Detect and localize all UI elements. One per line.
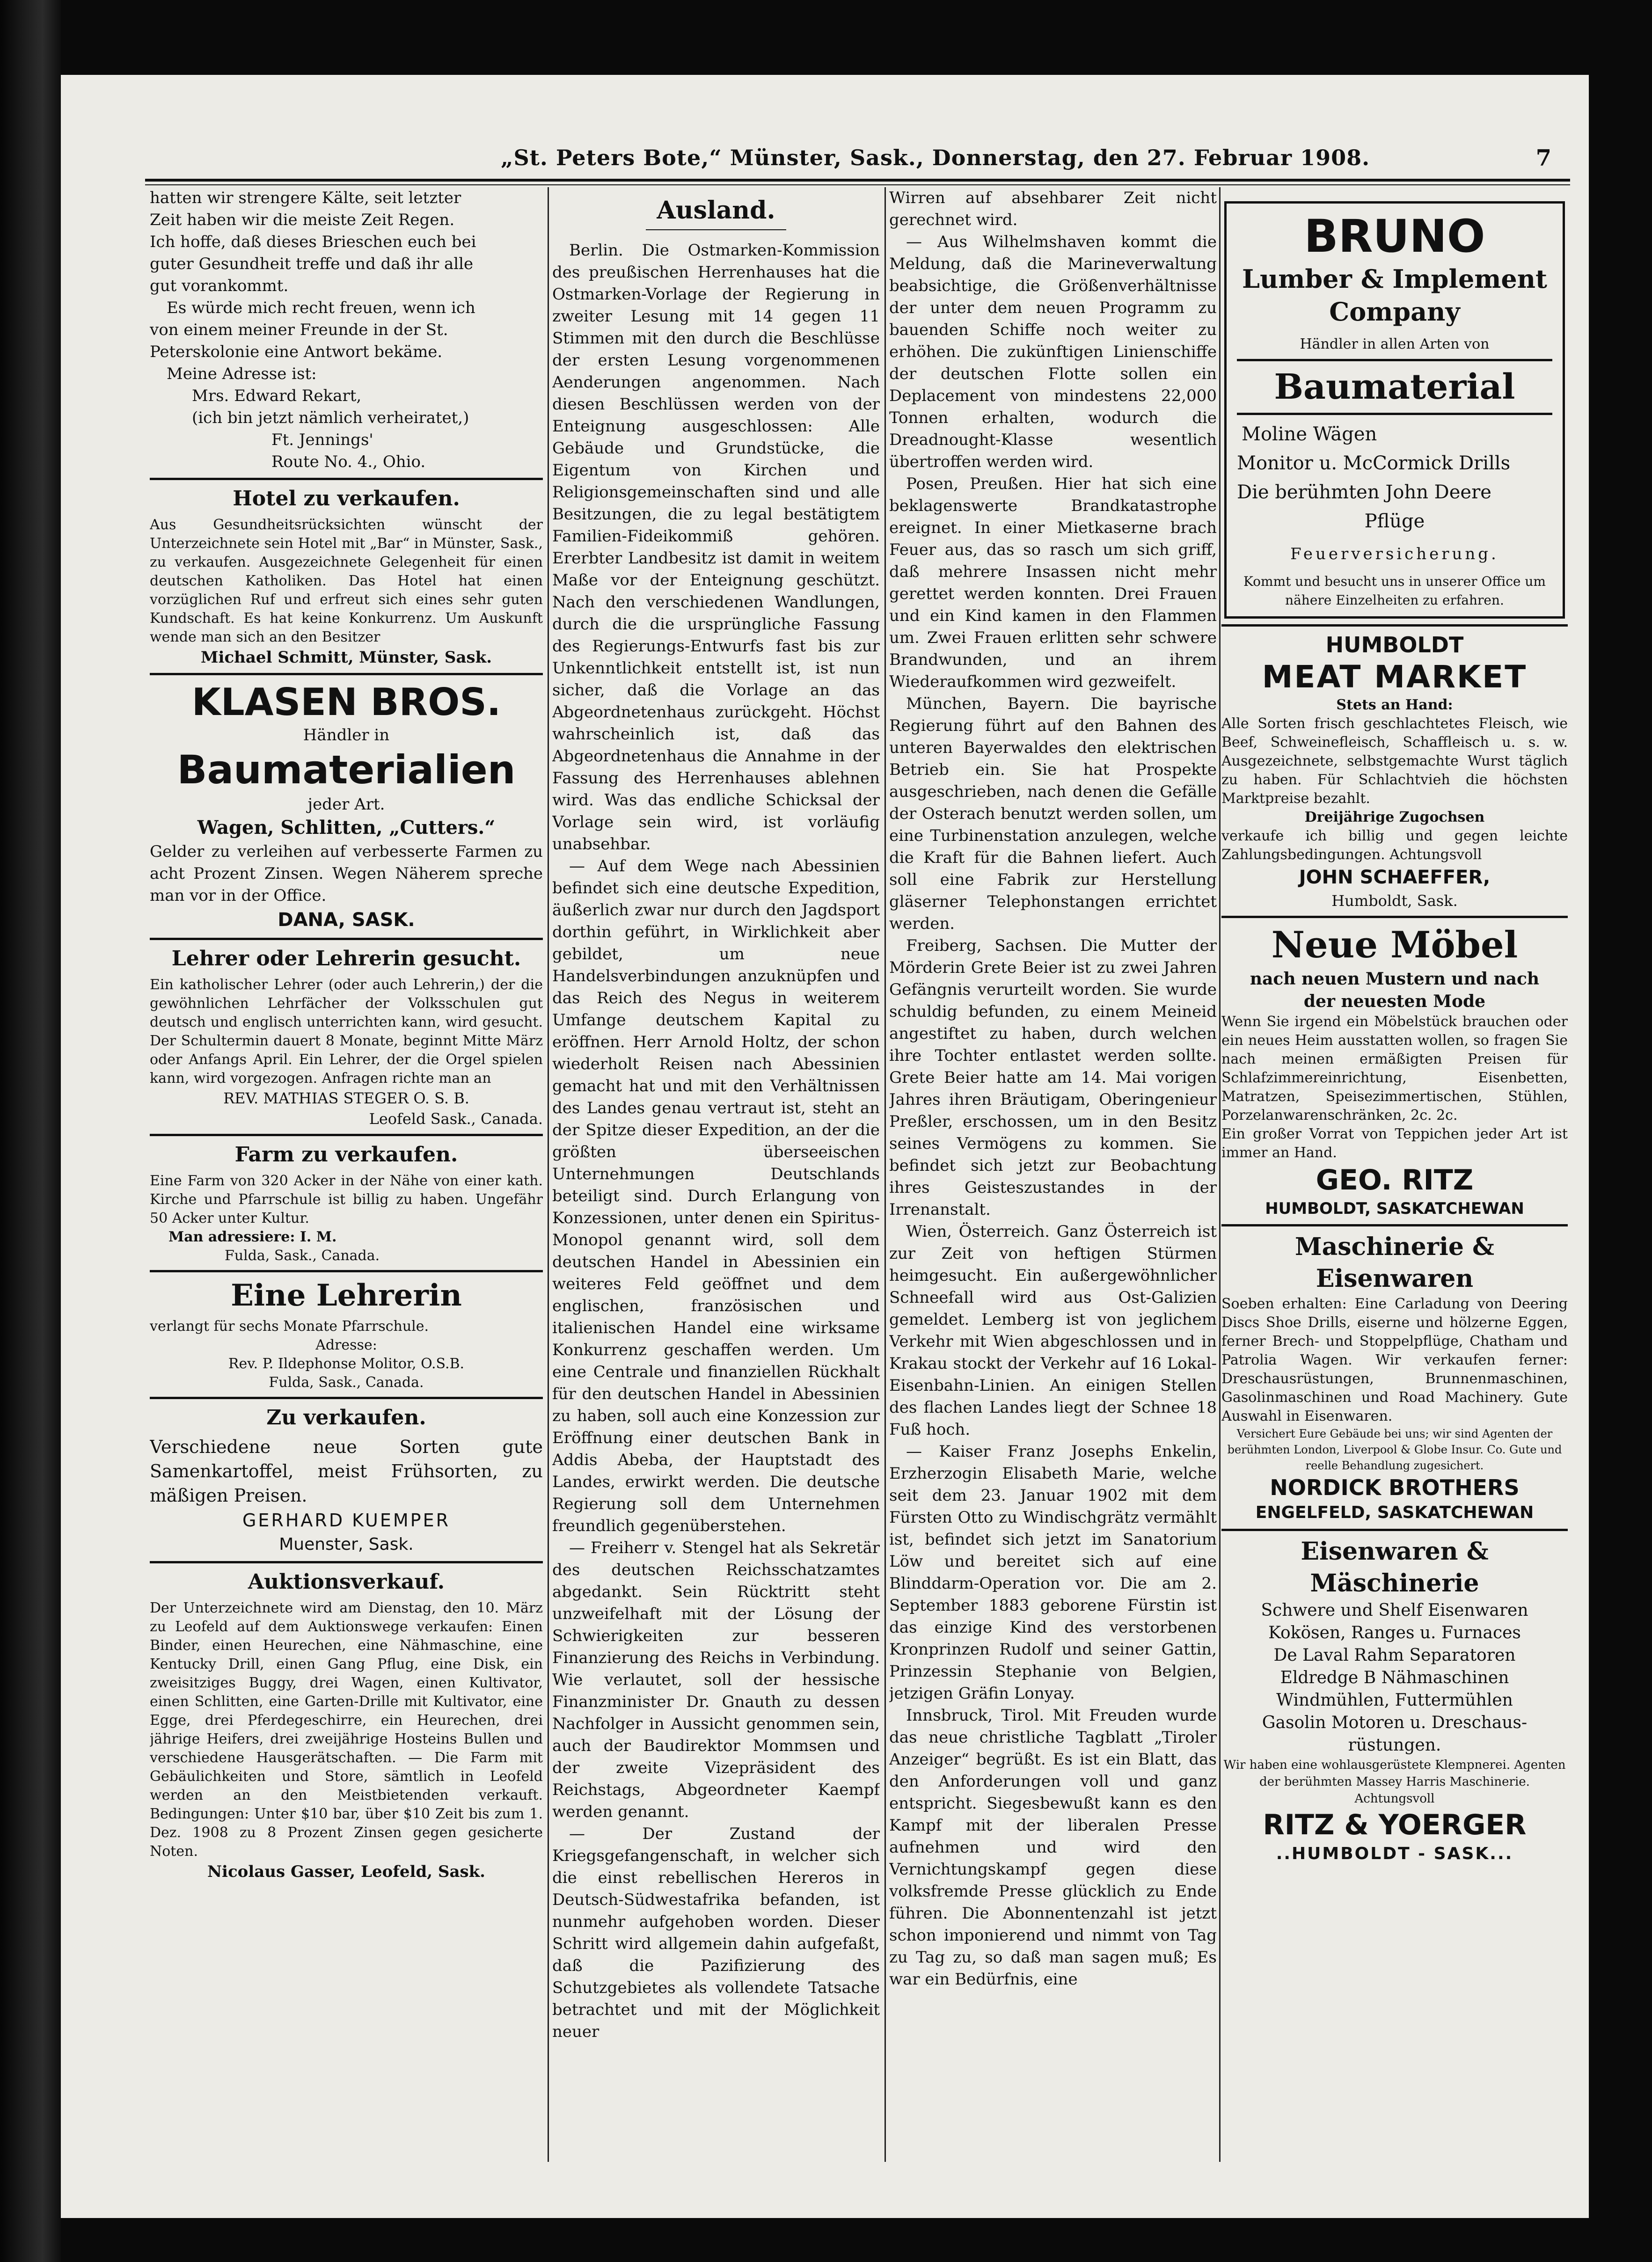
eisenwaren-small: Wir haben eine wohlausgerüstete Klempnerei. Agenten der berühmten Massey Harris Maschinerie. Achtungsvoll xyxy=(1223,1758,1566,1806)
eisenwaren-item: De Laval Rahm Separatoren xyxy=(1273,1646,1516,1665)
farm-title: Farm zu verkaufen. xyxy=(234,1143,458,1167)
letter-line: Zeit haben wir die meiste Zeit Regen. xyxy=(150,211,455,229)
address-line: Mrs. Edward Rekart, xyxy=(192,387,362,405)
article-paragraph: — Der Zustand der Kriegsgefangenschaft, in welcher sich die einst rebellischen Hereros in Deutsch-Südwestafrika befanden, ist nunmehr aufgehoben worden. Dieser Schritt wird allgemein dahin aufgefaßt, daß die Pazifizierung des Schutzgebietes als vollendete Tatsache betrachtet und mit der Möglichkeit neuer xyxy=(552,1824,880,2041)
klasen-text: Gelder zu verleihen auf verbesserte Farmen zu acht Prozent Zinsen. Wegen Näherem spreche man vor in der Office. xyxy=(150,842,543,905)
moebel-place: HUMBOLDT, SASKATCHEWAN xyxy=(1265,1199,1524,1218)
article-paragraph: Innsbruck, Tirol. Mit Freuden wurde das neue christliche Tagblatt „Tiroler Anzeiger“ begrüßt. Es ist ein Blatt, das den Anforderungen voll und ganz entspricht. Siegesbewußt kann es den Kampf mit der liberalen Presse aufnehmen und wird den Vernichtungskampf gegen diese volksfremde Presse glücklich zu Ende führen. Die Abonnentenzahl ist jetzt schon imponierend und nimmt von Tag zu Tag zu, so daß man sagen muß; Es war ein Bedürfnis, eine xyxy=(889,1706,1217,1989)
eisenwaren-item: Schwere und Shelf Eisenwaren xyxy=(1261,1601,1528,1620)
divider xyxy=(150,673,543,675)
moebel-sub2: der neuesten Mode xyxy=(1303,992,1486,1011)
bruno-item: Monitor u. McCormick Drills xyxy=(1237,452,1511,474)
klasen-sub: Händler in xyxy=(303,726,390,744)
maschinerie-place: ENGELFELD, SASKATCHEWAN xyxy=(1255,1503,1534,1522)
letter-line: gut vorankommt. xyxy=(150,277,289,295)
letter-line: von einem meiner Freunde in der St. xyxy=(150,321,448,339)
ausland-title: Ausland. xyxy=(657,196,775,225)
column-rule xyxy=(1219,187,1221,2162)
meat-text2: verkaufe ich billig und gegen leichte Zahlungsbedingungen. Achtungsvoll xyxy=(1221,828,1568,863)
meat-place: Humboldt, Sask. xyxy=(1331,892,1458,910)
divider xyxy=(150,478,543,480)
maschinerie-title: Maschinerie & Eisenwaren xyxy=(1295,1233,1494,1293)
column-2 xyxy=(552,187,880,2162)
divider xyxy=(150,1561,543,1563)
eisenwaren-signature: RITZ & YOERGER xyxy=(1263,1809,1527,1841)
meat-l1: HUMBOLDT xyxy=(1325,632,1464,657)
divider xyxy=(150,1397,543,1399)
letter-line: guter Gesundheit treffe und daß ihr alle xyxy=(150,255,474,273)
header-rule-thin xyxy=(145,184,1570,185)
bruno-big: Baumaterial xyxy=(1274,367,1515,407)
bruno-sub: Händler in allen Arten von xyxy=(1300,336,1490,352)
bruno-line3: Company xyxy=(1329,297,1460,327)
bruno-item: Moline Wägen xyxy=(1242,423,1377,445)
farm-text: Eine Farm von 320 Acker in der Nähe von einer kath. Kirche und Pfarrschule ist billig zu haben. Ungefähr 50 Acker unter Kultur. xyxy=(150,1173,543,1226)
divider xyxy=(150,938,543,940)
bruno-ad xyxy=(1224,201,1565,619)
klasen-big: Baumaterialien xyxy=(177,747,516,793)
eisenwaren-item: Kokösen, Ranges u. Furnaces xyxy=(1268,1623,1521,1642)
address-line: Route No. 4., Ohio. xyxy=(271,452,426,471)
letter-line: Ich hoffe, daß dieses Brieschen euch bei xyxy=(150,233,476,251)
title-rule xyxy=(646,229,786,230)
klasen-art: jeder Art. xyxy=(307,795,385,814)
lehrerin-sig1: Rev. P. Ildephonse Molitor, O.S.B. xyxy=(228,1356,465,1372)
divider xyxy=(1221,1224,1568,1226)
address-line: (ich bin jetzt nämlich verheiratet,) xyxy=(192,409,469,427)
letter-line: hatten wir strengere Kälte, seit letzter xyxy=(150,189,461,207)
page-header xyxy=(80,145,1570,178)
bruno-line2: Lumber & Implement xyxy=(1242,264,1547,294)
lehrer-sig1: REV. MATHIAS STEGER O. S. B. xyxy=(223,1089,469,1107)
meat-text: Alle Sorten frisch geschlachtetes Fleisch, wie Beef, Schweinefleisch, Schaffleisch u. s. w. Ausgezeichnete, selbstgemachte Wurst täglich zu haben. Für Schlachtvieh die höchsten Marktpreise bezahlt. xyxy=(1221,715,1568,807)
klasen-place: DANA, SASK. xyxy=(278,909,415,931)
divider xyxy=(1221,916,1568,918)
article-paragraph: München, Bayern. Die bayrische Regierung führt auf den Bahnen des unteren Bayerwaldes den elektrischen Betrieb ein. Sie hat Prospekte ausgeschrieben, nach denen die Gefälle der Osterach benutzt werden sollen, um eine Turbinenstation anzulegen, welche die Kraft für die Bahnen liefert. Auch soll eine Fabrik zur Herstellung gläserner Telephonstangen errichtet werden. xyxy=(889,694,1217,933)
article-paragraph: — Aus Wilhelmshaven kommt die Meldung, daß die Marineverwaltung beabsichtige, die Größenverhältnisse der unter dem neuen Programm zu bauenden Schiffe noch weiter zu erhöhen. Die zukünftigen Linienschiffe der deutschen Flotte sollen ein Deplacement von mindestens 22,000 Tonnen erhalten, wodurch die Dreadnought-Klasse wesentlich übertroffen werden wird. xyxy=(889,233,1217,471)
moebel-sub1: nach neuen Mustern und nach xyxy=(1250,969,1540,989)
divider xyxy=(1237,359,1552,361)
bruno-item: Pflüge xyxy=(1364,511,1425,532)
moebel-title: Neue Möbel xyxy=(1271,924,1518,966)
lehrer-sig2: Leofeld Sask., Canada. xyxy=(369,1110,543,1128)
auktion-title: Auktionsverkauf. xyxy=(248,1570,445,1594)
kartoffel-title: Zu verkaufen. xyxy=(266,1406,426,1430)
header-rule xyxy=(145,179,1570,182)
meat-signature: JOHN SCHAEFFER, xyxy=(1299,867,1491,888)
column-4 xyxy=(1221,187,1568,2162)
letter-line: Meine Adresse ist: xyxy=(167,365,317,383)
lehrer-text: Ein katholischer Lehrer (oder auch Lehrerin,) der die gewöhnlichen Lehrfächer der Volksschulen gut deutsch und englisch unterrichten kann, wird gesucht. Der Schultermin dauert 8 Monate, beginnt Mitte März oder Anfangs April. Ein Lehrer, der die Orgel spielen kann, wird vorgezogen. Anfragen richte man an xyxy=(150,977,543,1087)
moebel-text2: Ein großer Vorrat von Teppichen jeder Art ist immer an Hand. xyxy=(1221,1126,1568,1161)
meat-drei: Dreijährige Zugochsen xyxy=(1304,809,1485,825)
lehrerin-text: verlangt für sechs Monate Pfarrschule. xyxy=(150,1318,429,1335)
page-number: 7 xyxy=(1535,145,1551,171)
maschinerie-text: Soeben erhalten: Eine Carladung von Deering Discs Shoe Drills, eiserne und hölzerne Eggen, ferner Brech- und Stoppelpflüge, Chatham und Patrolia Wagen. Wir verkaufen ferner: Dreschausrüstungen, Brunnenmaschinen, Gasolinmaschinen und Road Machinery. Gute Auswahl in Eisenwaren. xyxy=(1221,1296,1568,1424)
column-rule xyxy=(548,187,549,2162)
eisenwaren-item: Gasolin Motoren u. Dreschaus- xyxy=(1262,1713,1528,1732)
lehrerin-sig2: Fulda, Sask., Canada. xyxy=(269,1374,424,1391)
column-rule xyxy=(884,187,886,2162)
lehrerin-adresse: Adresse: xyxy=(315,1337,377,1353)
auktion-signature: Nicolaus Gasser, Leofeld, Sask. xyxy=(207,1862,486,1881)
newspaper-page xyxy=(61,75,1589,2218)
klasen-name: KLASEN BROS. xyxy=(191,680,501,724)
moebel-text: Wenn Sie irgend ein Möbelstück brauchen oder ein neues Heim ausstatten wollen, so fragen Sie nach meinen ermäßigten Preisen für Schlafzimmereinrichtung, Eisenbetten, Matratzen, Speisezimmertischen, Stühlen, Porzelanwarenschränken, 2c. 2c. xyxy=(1221,1014,1568,1124)
eisenwaren-place: ..HUMBOLDT - SASK... xyxy=(1276,1844,1513,1863)
letter-address xyxy=(150,385,543,473)
eisenwaren-item: Eldredge B Nähmaschinen xyxy=(1280,1668,1509,1687)
bruno-footer: Kommt und besucht uns in unserer Office um nähere Einzelheiten zu erfahren. xyxy=(1243,574,1546,608)
bruno-item: Die berühmten John Deere xyxy=(1237,482,1491,503)
eisenwaren-title: Eisenwaren & Mäschinerie xyxy=(1301,1537,1489,1598)
divider xyxy=(1221,1529,1568,1531)
klasen-wagen: Wagen, Schlitten, „Cutters.“ xyxy=(197,817,496,839)
address-line: Ft. Jennings' xyxy=(271,431,373,449)
article-paragraph: Posen, Preußen. Hier hat sich eine beklagenswerte Brandkatastrophe ereignet. In einer Mietkaserne brach Feuer aus, das so rasch um sich griff, daß mehrere Insassen nicht mehr gerettet werden konnten. Drei Frauen und ein Kind kamen in den Flammen um. Zwei Frauen erlitten sehr schwere Brandwunden, und an ihrem Wiederaufkommen wird gezweifelt. xyxy=(889,474,1217,691)
farm-addr: Man adressiere: I. M. xyxy=(168,1229,337,1245)
auktion-text: Der Unterzeichnete wird am Dienstag, den 10. März zu Leofeld auf dem Auktionswege verkaufen: Einen Binder, einen Heurechen, eine Nähmaschine, eine Kentucky Drill, einen Gang Pflug, eine Disk, ein zweisitziges Buggy, drei Wagen, einen Kultivator, einen Schlitten, eine Garten-Drille mit Kultivator, eine Egge, drei Pferdegeschirre, ein Heurechen, drei jährige Heifers, drei zweijährige Hosteins Bullen und verschiedene Hausgerätschaften. — Die Farm mit Gebäulichkeiten und Store, sämtlich in Leofeld werden an den Meistbietenden verkauft. Bedingungen: Unter $10 bar, über $10 Zeit bis zum 1. Dez. 1908 zu 8 Prozent Zinsen gegen gesicherte Noten. xyxy=(150,1600,543,1860)
kartoffel-sig1: GERHARD KUEMPER xyxy=(242,1510,450,1531)
kartoffel-text: Verschiedene neue Sorten gute Samenkartoffel, meist Frühsorten, zu mäßigen Preisen. xyxy=(150,1437,543,1506)
letter-line: Es würde mich recht freuen, wenn ich xyxy=(167,299,475,317)
lehrer-title: Lehrer oder Lehrerin gesucht. xyxy=(171,947,521,970)
meat-stets: Stets an Hand: xyxy=(1336,697,1453,713)
divider xyxy=(1221,624,1568,627)
eisenwaren-item: Windmühlen, Futtermühlen xyxy=(1276,1691,1513,1710)
maschinerie-small: Versichert Eure Gebäude bei uns; wir sind Agenten der berühmten London, Liverpool & Globe Insur. Co. Gute und reelle Behandlung zugesichert. xyxy=(1227,1427,1562,1472)
kartoffel-sig2: Muenster, Sask. xyxy=(279,1535,414,1554)
column-3 xyxy=(889,187,1217,2162)
article-paragraph: Wirren auf absehbarer Zeit nicht gerechnet wird. xyxy=(889,189,1217,229)
letter-line: Peterskolonie eine Antwort bekäme. xyxy=(150,343,443,361)
scan-edge xyxy=(0,0,61,2262)
bruno-feuer: Feuerversicherung. xyxy=(1290,545,1499,563)
article-paragraph: Freiberg, Sachsen. Die Mutter der Mörderin Grete Beier ist zu zwei Jahren Gefängnis verurteilt worden. Sie wurde schuldig befunden, zu einem Meineid angestiftet zu haben, durch welchen ihre Tochter entlastet werden sollte. Grete Beier hatte am 14. Mai vorigen Jahres ihren Bräutigam, Oberingenieur Preßler, erschossen, um in den Besitz seines Vermögens zu kommen. Sie befindet sich jetzt zur Beobachtung ihres Geisteszustandes in der Irrenanstalt. xyxy=(889,936,1217,1219)
maschinerie-signature: NORDICK BROTHERS xyxy=(1270,1475,1520,1500)
lehrerin-title: Eine Lehrerin xyxy=(231,1278,462,1313)
hotel-signature: Michael Schmitt, Münster, Sask. xyxy=(200,648,492,667)
article-paragraph: — Kaiser Franz Josephs Enkelin, Erzherzogin Elisabeth Marie, welche seit dem 23. Januar 1902 mit dem Fürsten Otto zu Windischgrätz vermählt ist, befindet sich jetzt im Sanatorium Löw und bereitet sich auf eine Blinddarm-Operation vor. Die am 2. September 1883 geborene Fürstin ist das einzige Kind des verstorbenen Kronprinzen Rudolf und seiner Gattin, Prinzessin Stephanie von Belgien, jetzigen Gräfin Lonyay. xyxy=(889,1442,1217,1703)
farm-place: Fulda, Sask., Canada. xyxy=(225,1248,380,1264)
column-1 xyxy=(150,187,543,2162)
letter-text xyxy=(150,187,543,385)
eisenwaren-item: rüstungen. xyxy=(1348,1736,1441,1755)
hotel-text: Aus Gesundheitsrücksichten wünscht der Unterzeichnete sein Hotel mit „Bar“ in Münster, Sask., zu verkaufen. Ausgezeichnete Gelegenheit für einen deutschen Katholiken. Das Hotel hat einen vorzüglichen Ruf und erfreut sich eines sehr guten Kundschaft. Es hat keine Konkurrenz. Um Auskunft wende man sich an den Besitzer xyxy=(150,517,543,645)
divider xyxy=(150,1134,543,1136)
divider xyxy=(150,1270,543,1272)
bruno-name: BRUNO xyxy=(1304,210,1485,263)
moebel-signature: GEO. RITZ xyxy=(1316,1164,1474,1197)
article-paragraph: Berlin. Die Ostmarken-Kommission des preußischen Herrenhauses hat die Ostmarken-Vorlage der Regierung in zweiter Lesung mit 14 gegen 11 Stimmen mit den durch die Beschlüsse der ersten Lesung vorgenommenen Aenderungen angenommen. Nach diesen Beschlüssen werden von der Enteignung ausgeschlossen: Alle Gebäude und Grundstücke, die Eigentum von Kirchen und Religionsgemeinschaften sind und alle Besitzungen, die zu legal bestätigtem Familien-Fideikommiß gehören. Ererbter Landbesitz ist damit in weitem Maße vor der Enteignung geschützt. Nach den verschiedenen Wandlungen, durch die die ursprüngliche Fassung des Regierungs-Entwurfs fast bis zur Unkenntlichkeit entstellt ist, ist nun sicher, daß die Vorlage an das Abgeordnetenhaus zurückgeht. Höchst wahrscheinlich ist, daß das Abgeordnetenhaus die Annahme in der Fassung des Herrenhauses ablehnen wird. Was das endliche Schicksal der Vorlage sein wird, ist vorläufig unabsehbar. xyxy=(552,241,880,854)
hotel-title: Hotel zu verkaufen. xyxy=(233,487,460,511)
article-paragraph: Wien, Österreich. Ganz Österreich ist zur Zeit von heftigen Stürmen heimgesucht. Ein außergewöhnlicher Schneefall wird aus Ost-Galizien gemeldet. Lemberg ist von jeglichem Verkehr mit Wien abgeschlossen und in Krakau stockt der Verkehr auf 16 Lokal-Eisenbahn-Linien. An einigen Stellen des flachen Landes liegt der Schnee 18 Fuß hoch. xyxy=(889,1222,1217,1439)
header-line: „St. Peters Bote,“ Münster, Sask., Donnerstag, den 27. Februar 1908. xyxy=(501,145,1370,170)
eisenwaren-list xyxy=(1221,1599,1568,1757)
meat-l2: MEAT MARKET xyxy=(1262,659,1528,695)
divider xyxy=(1237,413,1552,415)
article-paragraph: — Freiherr v. Stengel hat als Sekretär des deutschen Reichsschatzamtes abgedankt. Sein Rücktritt steht unzweifelhaft mit der Lösung der Schwierigkeiten zur besseren Finanzierung des Reichs in Verbindung. Wie verlautet, soll der hessische Finanzminister Dr. Gnauth zu dessen Nachfolger in Aussicht genommen sein, auch der Baudirektor Mommsen und der zweite Vizepräsident des Reichstags, Abgeordneter Kaempf werden genannt. xyxy=(552,1539,880,1821)
article-paragraph: — Auf dem Wege nach Abessinien befindet sich eine deutsche Expedition, äußerlich zwar nur durch den Jagdsport dorthin geführt, in Wirklichkeit aber gebildet, um neue Handelsverbindungen anzuknüpfen und das Reich des Negus in weiterem Umfange deutschem Kapital zu eröffnen. Herr Arnold Holtz, der schon wiederholt Reisen nach Abessinien gemacht hat und mit den Verhältnissen des Landes genau vertraut ist, steht an der Spitze dieser Expedition, an der die größten überseeischen Unternehmungen Deutschlands beteiligt sind. Durch Erlangung von Konzessionen, unter denen ein Spiritus-Monopol genannt wird, soll dem deutschen Handel in Abessinien ein weiteres Feld geöffnet und dem englischen, französischen und italienischen Handel eine wirksame Konkurrenz geschaffen werden. Um eine Centrale und finanziellen Rückhalt für den deutschen Handel in Abessinien zu haben, soll auch eine Konzession zur Eröffnung einer deutschen Bank in Addis Abeba, der Hauptstadt des Landes, erwirkt werden. Die deutsche Regierung soll dem Unternehmen freundlich gegenüberstehen. xyxy=(552,857,880,1535)
